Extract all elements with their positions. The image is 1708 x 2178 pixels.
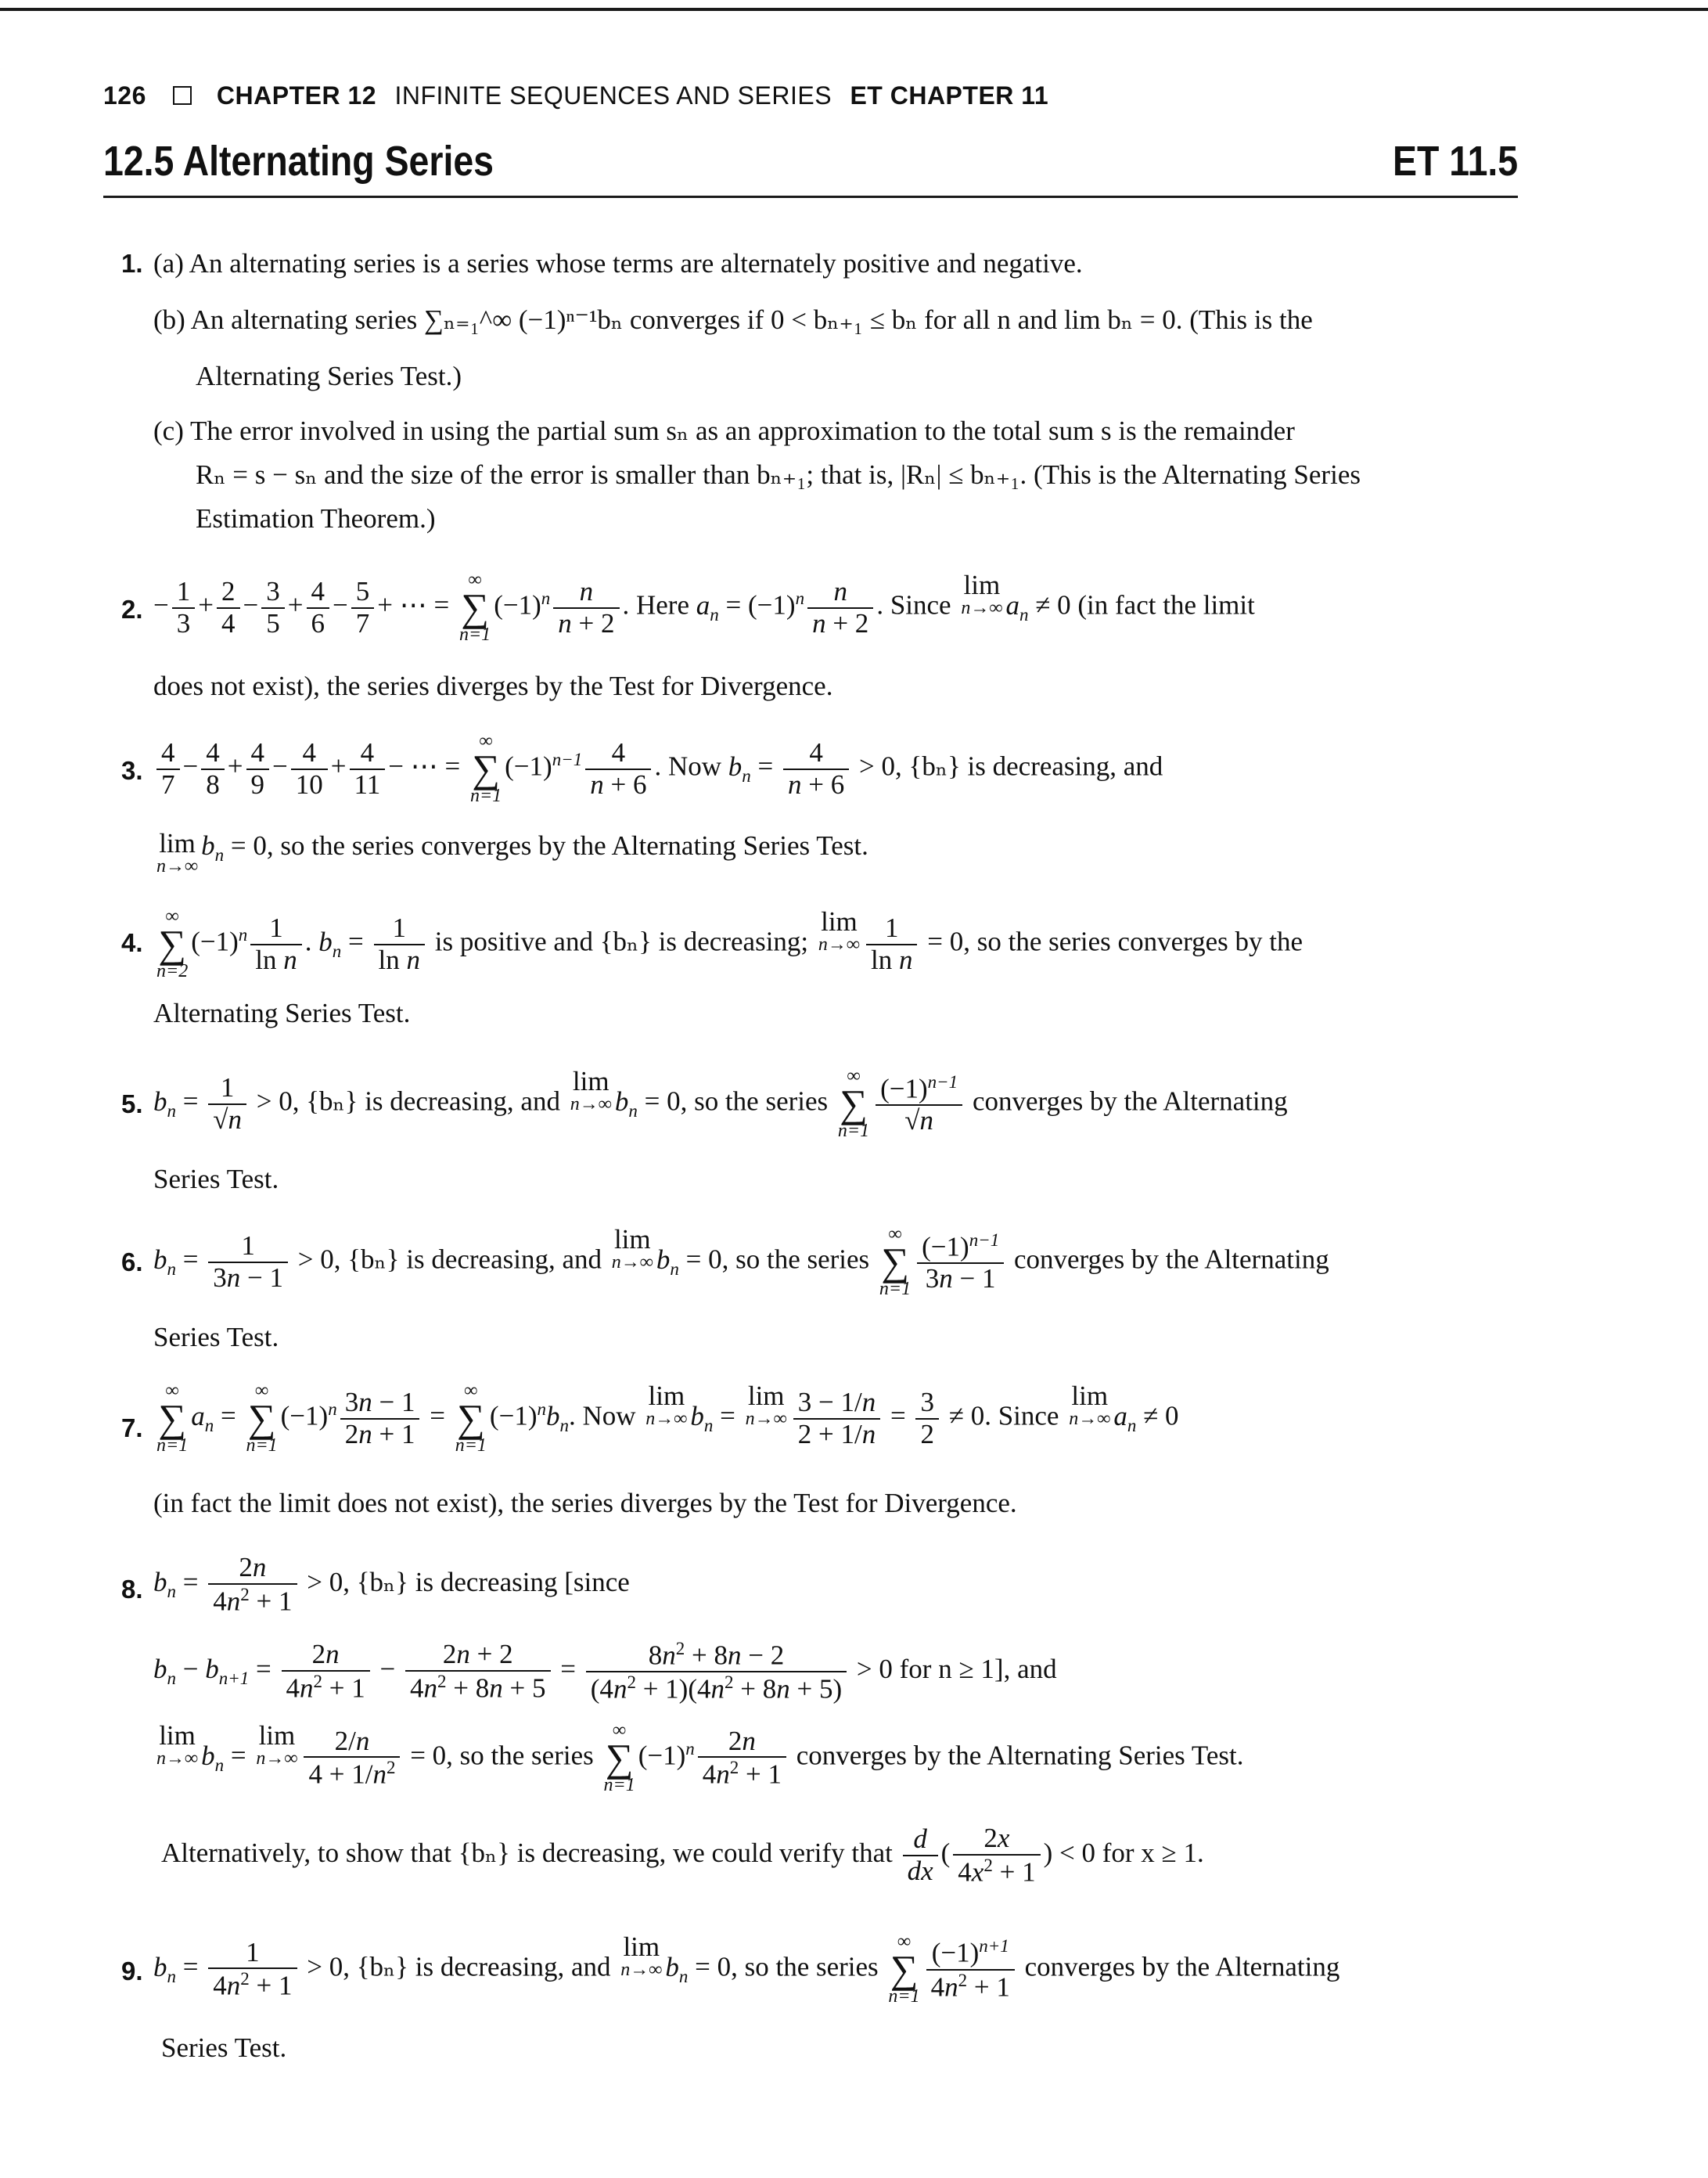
problem-1b-line1: (b) An alternating series ∑ₙ₌₁^∞ (−1)ⁿ⁻¹bₙ converges if 0 < bₙ₊₁ ≤ bₙ for all n and lim bₙ = 0. (This is the [153, 304, 1313, 335]
running-head [103, 81, 1048, 110]
problem-6-mid: > 0, {bₙ} is decreasing, and [297, 1244, 602, 1275]
problem-5-line2: Series Test. [153, 1164, 279, 1194]
problem-1-number: 1. [121, 249, 143, 278]
problem-1c-line2: Rₙ = s − sₙ and the size of the error is smaller than bₙ₊₁; that is, |Rₙ| ≤ bₙ₊₁. (This is the Alternating Series [196, 459, 1361, 490]
problem-9-series: = 0, so the series [695, 1951, 879, 1982]
problem-2-number: 2. [121, 595, 143, 624]
problem-2-line2: does not exist), the series diverges by the Test for Divergence. [153, 671, 833, 701]
problem-8-alt: Alternatively, to show that {bₙ} is decreasing, we could verify that [161, 1837, 893, 1868]
problem-4-tail: = 0, so the series converges by the [927, 926, 1303, 957]
problem-7-line2: (in fact the limit does not exist), the series diverges by the Test for Divergence. [153, 1488, 1017, 1518]
problem-3-line2-wrap: lim n→∞ $b_n = 0$, so the series converges by the Alternating Series Test. [156, 828, 868, 877]
chapter-title: INFINITE SEQUENCES AND SERIES [394, 81, 832, 110]
problem-3-tail: > 0, {bₙ} is decreasing, and [859, 751, 1163, 782]
problem-8-dec: > 0, {bₙ} is decreasing [since [307, 1566, 630, 1597]
page-number: 126 [103, 81, 146, 110]
section-rule [103, 196, 1518, 198]
problem-7-number: 7. [121, 1413, 143, 1442]
problem-5-series: = 0, so the series [644, 1085, 829, 1117]
problem-5-number: 5. [121, 1089, 143, 1118]
problem-9-number: 9. [121, 1957, 143, 1985]
problem-8-number: 8. [121, 1575, 143, 1604]
problem-4-equation: ∞ ∑ n=2 $(-1)^n$ $\frac{1}{\text{ln n}}$ . $b_n$ = $\frac{1}{\text{ln n}}$ is positive and {bₙ} is decreasing; lim n→∞ $\frac{1}{\text{ln n}}$ = 0, so the series converges by the [156, 906, 1303, 982]
problem-8-line3: lim n→∞ $b_n = \lim$ n→∞ $\frac{2/n}{4 + 1/n^2}$ = 0, so the series ∞ ∑ n=1 $(-1)^n$ $\frac{2n}{4n^2 + 1}$ converges by the Alternating Series Test. [156, 1720, 1244, 1796]
problem-6-tail: converges by the Alternating [1013, 1244, 1329, 1275]
problem-6-equation: $b_n$ = $\frac{1}{3n - 1}$ > 0, {bₙ} is decreasing, and lim n→∞ $b_n = 0$, so the series ∞ ∑ n=1 $\frac{(-1)^{n-1}}{3n - 1}$ converges by the Alternating [153, 1224, 1329, 1300]
problem-1c-line3: Estimation Theorem.) [196, 503, 436, 534]
problem-2-equation: − $\frac{1}{3}$ + $\frac{2}{4}$ − $\frac{3}{5}$ + $\frac{4}{6}$ − $\frac{5}{7}$ + ⋯ = ∞ ∑ n=1 $(-1)^n$ $\frac{n}{n + 2}$ . Here $a_n = (-1)^n$ $\frac{n}{n + 2}$ . Since lim n→∞ $a_n \ne 0$ (in fact the limit [153, 570, 1255, 646]
problem-8-alt-tail: < 0 for x ≥ 1. [1059, 1837, 1204, 1868]
problem-7-now: . Now [568, 1400, 636, 1431]
problem-6-series: = 0, so the series [685, 1244, 870, 1275]
problem-1c-line1: (c) The error involved in using the partial sum sₙ as an approximation to the total sum s is the remainder [153, 416, 1295, 446]
problem-6-number: 6. [121, 1247, 143, 1276]
problem-6-line2: Series Test. [153, 1322, 279, 1352]
et-chapter: ET CHAPTER 11 [850, 81, 1049, 110]
problem-2-since: . Since [876, 589, 951, 621]
problem-4-line2: Alternating Series Test. [153, 998, 411, 1028]
problem-8-for: > 0 for n ≥ 1], and [856, 1654, 1057, 1685]
problem-9-equation: $b_n$ = $\frac{1}{4n^2 + 1}$ > 0, {bₙ} is decreasing, and lim n→∞ $b_n = 0$, so the series ∞ ∑ n=1 $\frac{(-1)^{n+1}}{4n^2 + 1}$ converges by the Alternating [153, 1931, 1340, 2007]
problem-5-equation: $b_n$ = $\frac{1}{√n}$ > 0, {bₙ} is decreasing, and lim n→∞ $b_n = 0$, so the series ∞ ∑ n=1 $\frac{(-1)^{n-1}}{√n}$ converges by the Alternating [153, 1066, 1288, 1142]
problem-4-positive: is positive and {bₙ} is decreasing; [434, 926, 809, 957]
problem-9-mid: > 0, {bₙ} is decreasing, and [307, 1951, 611, 1982]
problem-3-equation: $\frac{4}{7}$ − $\frac{4}{8}$ + $\frac{4}{9}$ − $\frac{4}{10}$ + $\frac{4}{11}$ − ⋯ = ∞ ∑ n=1 $(-1)^{n-1}$ $\frac{4}{n + 6}$ . Now $b_n$ = $\frac{4}{n + 6}$ > 0, {bₙ} is decreasing, and [153, 733, 1163, 805]
problem-8-series: = 0, so the series [410, 1740, 594, 1771]
problem-8-line1: $b_n$ = $\frac{2n}{4n^2 + 1}$ > 0, {bₙ} is decreasing [since [153, 1552, 630, 1617]
section-et-label: ET 11.5 [1392, 138, 1518, 185]
problem-5-mid: > 0, {bₙ} is decreasing, and [256, 1085, 560, 1117]
problem-8-conv: converges by the Alternating Series Test. [796, 1740, 1244, 1771]
problem-4-number: 4. [121, 928, 143, 957]
problem-9-tail: converges by the Alternating [1024, 1951, 1340, 1982]
problem-2-tail: ≠ 0 (in fact the limit [1035, 589, 1255, 621]
problem-8-line4: Alternatively, to show that {bₙ} is decreasing, we could verify that $\frac{d}{dx}$ ( $\frac{2x}{4x^2 + 1}$ ) < 0 for x ≥ 1. [161, 1823, 1204, 1888]
section-title: 12.5 Alternating Series [103, 138, 494, 185]
problem-3-now: . Now [654, 751, 722, 782]
square-bullet-icon [173, 86, 192, 105]
problem-8-line2: $b_n - b_{n+1}$ = $\frac{2n}{4n^2 + 1}$ − $\frac{2n + 2}{4n^2 + 8n + 5}$ = $\frac{8n^2 + 8n - 2}{(4n^2 + 1)(4n^2 + 8n + 5)}$ > 0 for n ≥ 1], and [153, 1639, 1057, 1705]
problem-7-tail: ≠ 0 [1143, 1400, 1179, 1431]
problem-3-number: 3. [121, 756, 143, 785]
problem-5-tail: converges by the Alternating [972, 1085, 1288, 1117]
problem-7-since: ≠ 0. Since [948, 1400, 1059, 1431]
chapter-label: CHAPTER 12 [216, 81, 377, 110]
problem-3-line2: = 0, so the series converges by the Alternating Series Test. [230, 830, 868, 861]
problem-9-line2: Series Test. [161, 2032, 287, 2063]
problem-1b-line2: Alternating Series Test.) [196, 361, 462, 391]
problem-1a: (a) An alternating series is a series whose terms are alternately positive and negative. [153, 248, 1083, 279]
problem-7-equation: ∞ ∑ n=1 $a_n$ = ∞ ∑ n=1 $(-1)^n$ $\frac{3n - 1}{2n + 1}$ = ∞ ∑ n=1 $(-1)^nb_n$. Now lim n→∞ $b_n = \lim$ n→∞ $\frac{3 - 1/n}{2 + 1/n}$ = $\frac{3}{2}$ ≠ 0. Since lim n→∞ $a_n \ne 0$ [156, 1381, 1179, 1456]
problem-2-here: . Here [622, 589, 690, 621]
top-rule [0, 8, 1708, 11]
